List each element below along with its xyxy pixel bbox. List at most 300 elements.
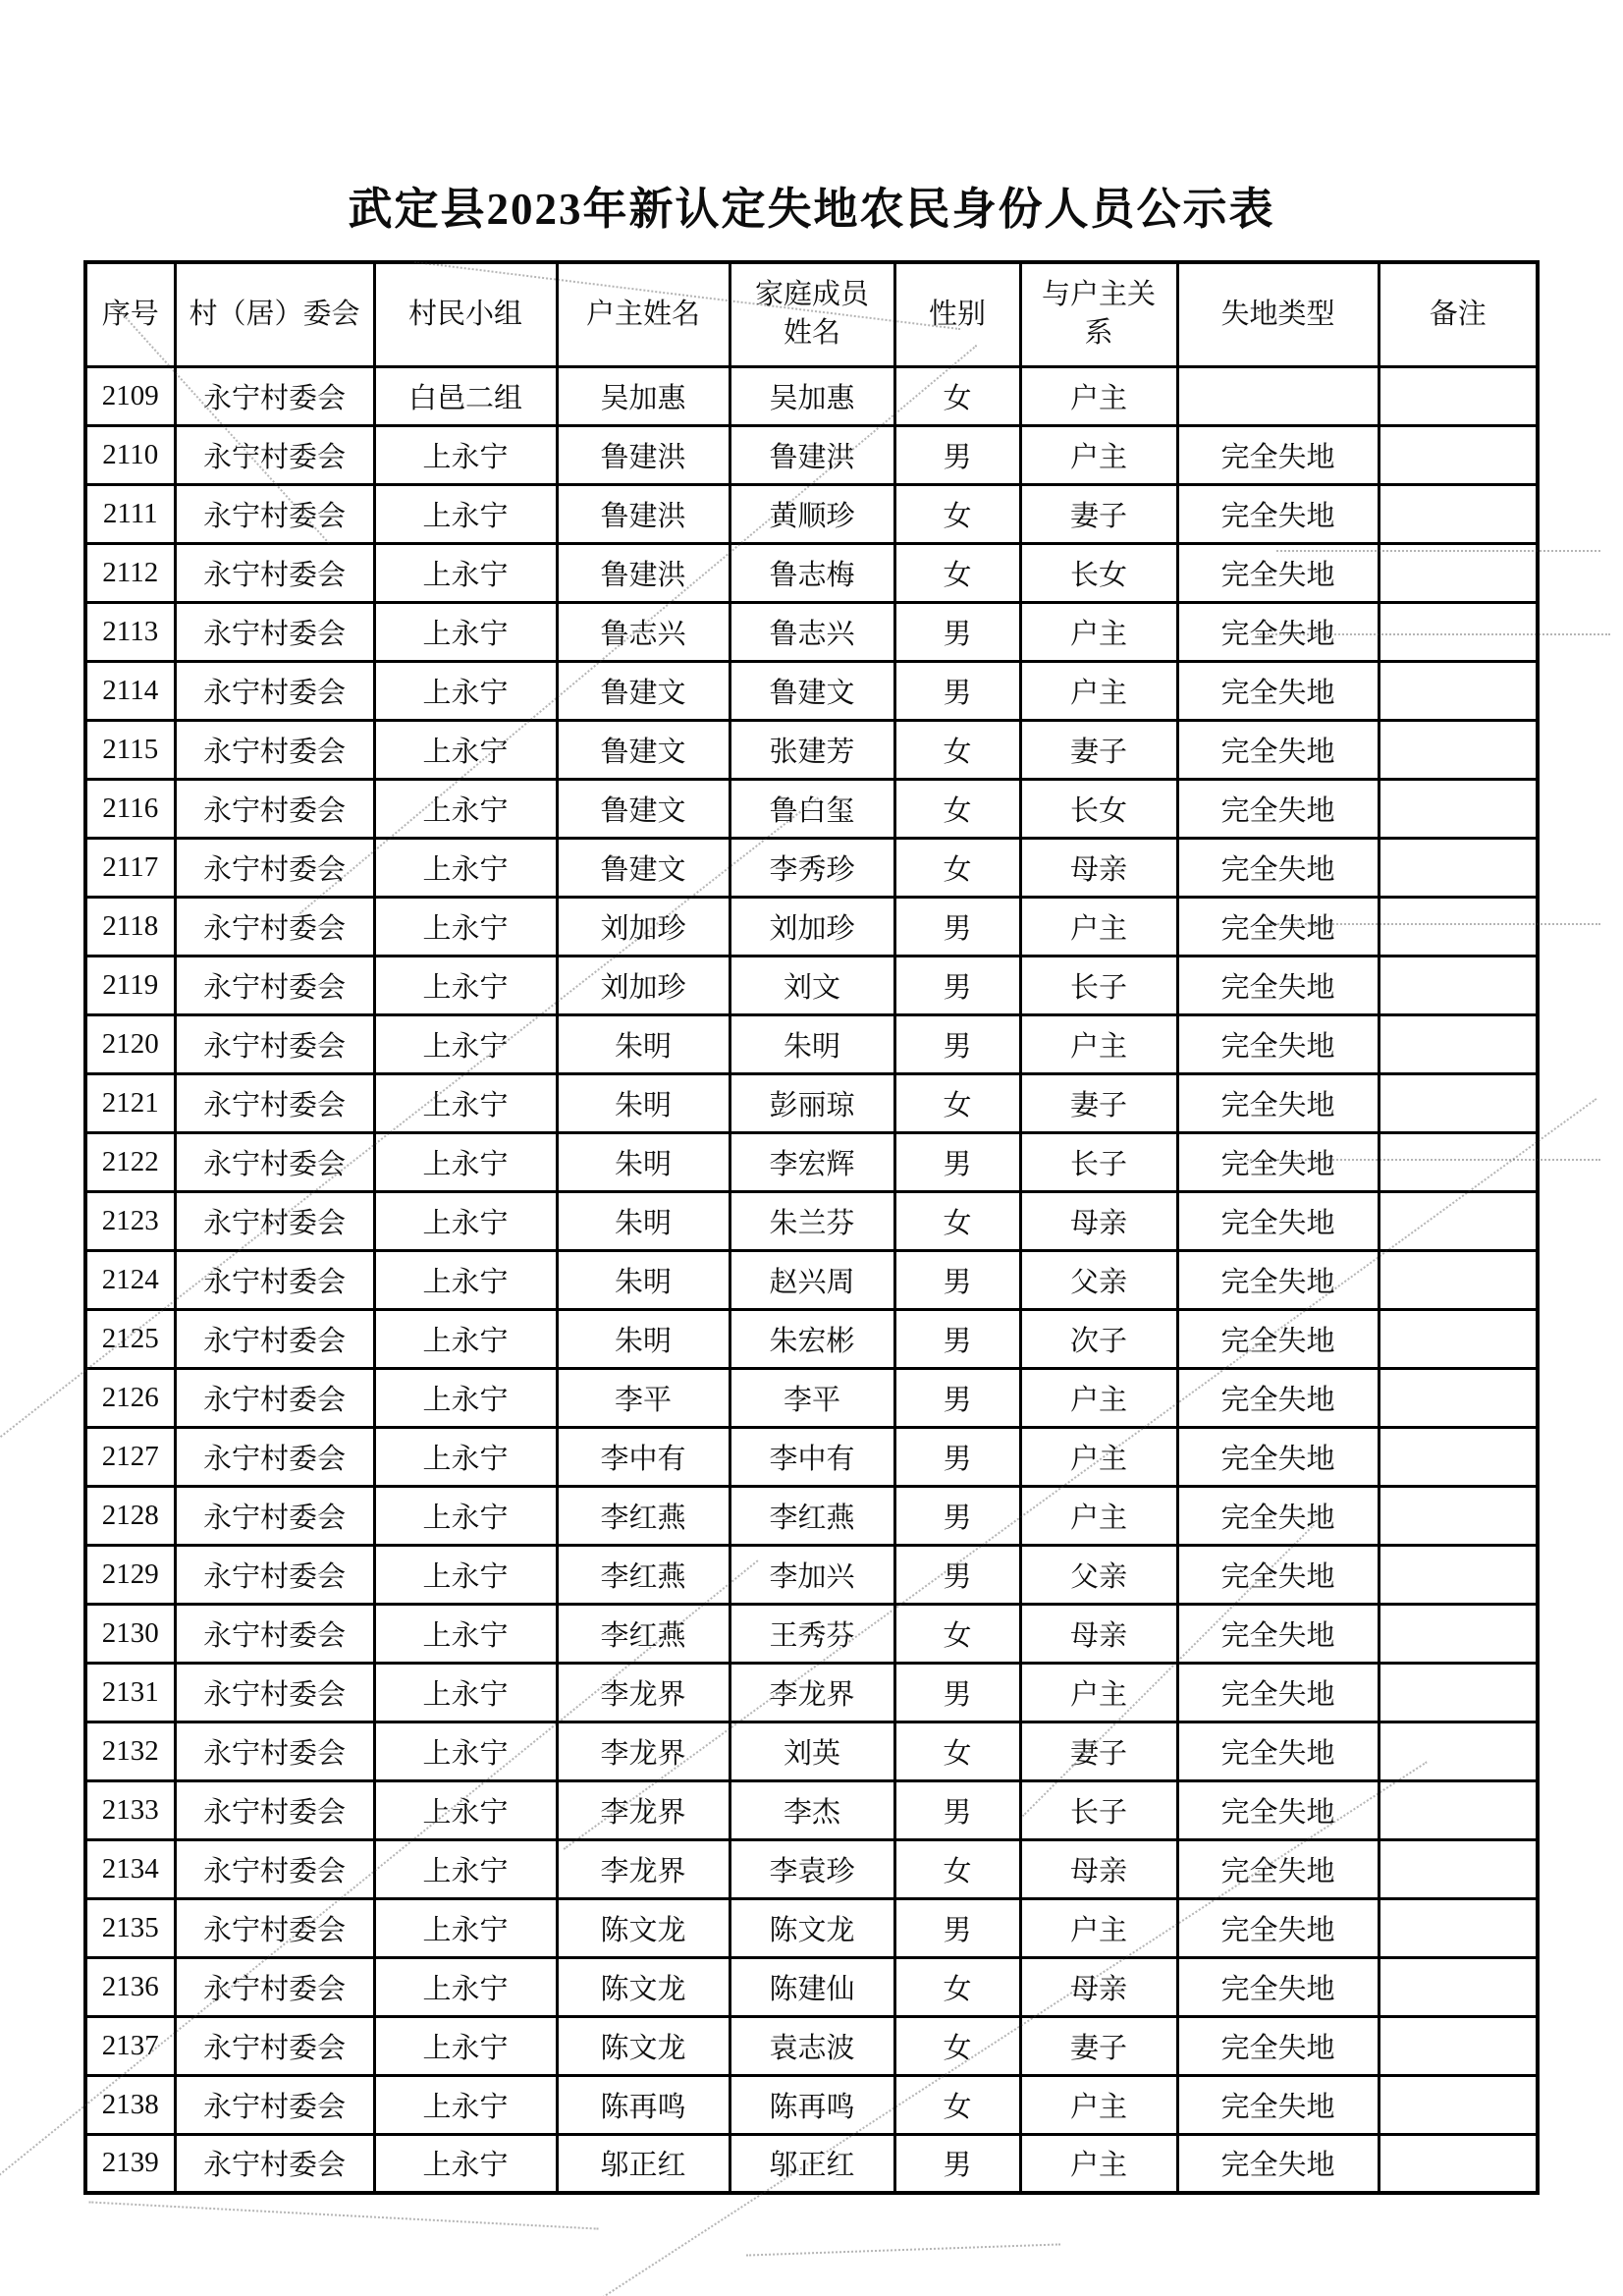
- table-cell: 李加兴: [730, 1545, 894, 1604]
- table-cell: 上永宁: [374, 1191, 557, 1250]
- table-cell: 2130: [85, 1604, 175, 1663]
- table-cell: 李中有: [557, 1427, 730, 1486]
- table-cell: 上永宁: [374, 425, 557, 484]
- table-cell: 鲁白玺: [730, 779, 894, 838]
- table-cell: 完全失地: [1177, 1545, 1379, 1604]
- table-cell: 上永宁: [374, 1663, 557, 1722]
- table-cell: 黄顺珍: [730, 484, 894, 543]
- table-cell: 永宁村委会: [175, 1368, 374, 1427]
- table-cell: 女: [894, 779, 1020, 838]
- table-cell: 完全失地: [1177, 1663, 1379, 1722]
- table-cell: 女: [894, 1722, 1020, 1780]
- table-cell: 女: [894, 1191, 1020, 1250]
- table-cell: [1379, 1957, 1538, 2016]
- table-cell: 赵兴周: [730, 1250, 894, 1309]
- table-row: [85, 1663, 1538, 1722]
- column-header-label: 性别: [928, 298, 986, 330]
- table-cell: 永宁村委会: [175, 1545, 374, 1604]
- table-cell: 完全失地: [1177, 1898, 1379, 1957]
- table-cell: 男: [894, 897, 1020, 956]
- table-cell: 朱明: [557, 1191, 730, 1250]
- table-cell: 完全失地: [1177, 1427, 1379, 1486]
- table-cell: 永宁村委会: [175, 1427, 374, 1486]
- table-cell: 户主: [1020, 1663, 1177, 1722]
- table-cell: 李平: [730, 1368, 894, 1427]
- table-cell: 2118: [85, 897, 175, 956]
- table-row: [85, 661, 1538, 720]
- table-cell: [1379, 602, 1538, 661]
- table-cell: [1379, 1780, 1538, 1839]
- table-row: [85, 2016, 1538, 2075]
- table-cell: 上永宁: [374, 1486, 557, 1545]
- table-cell: 陈文龙: [557, 2016, 730, 2075]
- table-cell: 完全失地: [1177, 1486, 1379, 1545]
- table-cell: 永宁村委会: [175, 1957, 374, 2016]
- table-cell: 吴加惠: [730, 366, 894, 425]
- table-cell: [1379, 1898, 1538, 1957]
- table-row: [85, 779, 1538, 838]
- table-row: [85, 602, 1538, 661]
- table-cell: [1379, 956, 1538, 1014]
- table-cell: 上永宁: [374, 1957, 557, 2016]
- table-cell: 朱明: [557, 1132, 730, 1191]
- table-cell: 完全失地: [1177, 1073, 1379, 1132]
- table-cell: 妻子: [1020, 2016, 1177, 2075]
- table-cell: 上永宁: [374, 1132, 557, 1191]
- table-cell: 2119: [85, 956, 175, 1014]
- table-cell: [1379, 720, 1538, 779]
- table-cell: 女: [894, 484, 1020, 543]
- table-cell: 上永宁: [374, 1368, 557, 1427]
- table-cell: 朱明: [557, 1250, 730, 1309]
- table-cell: 朱明: [557, 1014, 730, 1073]
- table-cell: 上永宁: [374, 1250, 557, 1309]
- table-row: [85, 720, 1538, 779]
- table-cell: 母亲: [1020, 1191, 1177, 1250]
- table-cell: 鲁建文: [557, 661, 730, 720]
- table-cell: [1379, 1073, 1538, 1132]
- table-cell: 朱兰芬: [730, 1191, 894, 1250]
- table-cell: 白邑二组: [374, 366, 557, 425]
- table-cell: 长子: [1020, 956, 1177, 1014]
- table-cell: 上永宁: [374, 1722, 557, 1780]
- table-cell: 永宁村委会: [175, 1839, 374, 1898]
- public-notice-table: [83, 260, 1540, 2195]
- table-cell: 完全失地: [1177, 1780, 1379, 1839]
- table-cell: 李红燕: [557, 1486, 730, 1545]
- table-header-row: [85, 262, 1538, 366]
- table-cell: 鲁建洪: [557, 543, 730, 602]
- column-header-label: 户主姓名: [585, 298, 700, 330]
- table-cell: 李龙界: [557, 1663, 730, 1722]
- table-cell: 2128: [85, 1486, 175, 1545]
- table-cell: 2120: [85, 1014, 175, 1073]
- table-cell: 鲁志兴: [730, 602, 894, 661]
- table-cell: 户主: [1020, 1014, 1177, 1073]
- table-cell: 李龙界: [557, 1839, 730, 1898]
- table-cell: 女: [894, 838, 1020, 897]
- table-cell: 女: [894, 2075, 1020, 2134]
- table-cell: 刘英: [730, 1722, 894, 1780]
- table-cell: [1379, 366, 1538, 425]
- table-cell: 男: [894, 602, 1020, 661]
- table-cell: 永宁村委会: [175, 602, 374, 661]
- table-cell: 永宁村委会: [175, 366, 374, 425]
- table-cell: 男: [894, 956, 1020, 1014]
- table-cell: 女: [894, 720, 1020, 779]
- table-cell: 2139: [85, 2134, 175, 2193]
- table-row: [85, 1309, 1538, 1368]
- table-cell: 鲁志梅: [730, 543, 894, 602]
- table-row: [85, 1780, 1538, 1839]
- table-cell: 永宁村委会: [175, 425, 374, 484]
- table-cell: [1379, 1486, 1538, 1545]
- table-cell: 鲁建洪: [557, 484, 730, 543]
- table-cell: 完全失地: [1177, 779, 1379, 838]
- table-cell: 完全失地: [1177, 838, 1379, 897]
- table-cell: 男: [894, 425, 1020, 484]
- table-cell: 户主: [1020, 366, 1177, 425]
- table-row: [85, 838, 1538, 897]
- table-cell: 2112: [85, 543, 175, 602]
- table-cell: 户主: [1020, 1486, 1177, 1545]
- table-row: [85, 1073, 1538, 1132]
- table-cell: 男: [894, 1486, 1020, 1545]
- table-cell: 母亲: [1020, 1604, 1177, 1663]
- table-cell: 户主: [1020, 897, 1177, 956]
- table-cell: 陈文龙: [730, 1898, 894, 1957]
- table-cell: 袁志波: [730, 2016, 894, 2075]
- table-cell: 陈文龙: [557, 1898, 730, 1957]
- table-cell: 2125: [85, 1309, 175, 1368]
- table-cell: 完全失地: [1177, 2075, 1379, 2134]
- table-cell: 永宁村委会: [175, 484, 374, 543]
- table-cell: 长女: [1020, 779, 1177, 838]
- table-cell: 完全失地: [1177, 1368, 1379, 1427]
- table-cell: 永宁村委会: [175, 1309, 374, 1368]
- table-cell: [1379, 1014, 1538, 1073]
- table-cell: 李中有: [730, 1427, 894, 1486]
- table-cell: 刘加珍: [557, 897, 730, 956]
- page-title: 武定县2023年新认定失地农民身份人员公示表: [348, 185, 1275, 234]
- table-cell: 上永宁: [374, 2075, 557, 2134]
- table-cell: 完全失地: [1177, 1250, 1379, 1309]
- table-cell: 户主: [1020, 2134, 1177, 2193]
- table-row: [85, 1486, 1538, 1545]
- column-header: [1020, 262, 1177, 366]
- table-cell: 永宁村委会: [175, 2016, 374, 2075]
- table-row: [85, 366, 1538, 425]
- table-cell: 2133: [85, 1780, 175, 1839]
- table-cell: 上永宁: [374, 1309, 557, 1368]
- table-cell: 鲁建文: [557, 838, 730, 897]
- table-cell: 2121: [85, 1073, 175, 1132]
- table-cell: 李龙界: [730, 1663, 894, 1722]
- table-row: [85, 1957, 1538, 2016]
- table-cell: [1379, 484, 1538, 543]
- table-cell: 王秀芬: [730, 1604, 894, 1663]
- table-cell: 李龙界: [557, 1780, 730, 1839]
- table-cell: 户主: [1020, 1898, 1177, 1957]
- table-cell: 张建芳: [730, 720, 894, 779]
- table-cell: 李红燕: [557, 1545, 730, 1604]
- table-cell: 完全失地: [1177, 543, 1379, 602]
- table-cell: [1379, 1604, 1538, 1663]
- table-cell: 男: [894, 1663, 1020, 1722]
- table-cell: 母亲: [1020, 838, 1177, 897]
- table-cell: [1379, 661, 1538, 720]
- table-cell: 男: [894, 1545, 1020, 1604]
- column-header-label: 与户主关系: [1041, 279, 1156, 350]
- table-row: [85, 1427, 1538, 1486]
- table-cell: 男: [894, 1368, 1020, 1427]
- table-row: [85, 897, 1538, 956]
- table-cell: 永宁村委会: [175, 2134, 374, 2193]
- table-cell: 永宁村委会: [175, 1486, 374, 1545]
- table-cell: 李宏辉: [730, 1132, 894, 1191]
- table-cell: 2126: [85, 1368, 175, 1427]
- table-cell: 永宁村委会: [175, 1780, 374, 1839]
- table-cell: 2111: [85, 484, 175, 543]
- table-row: [85, 425, 1538, 484]
- table-cell: 永宁村委会: [175, 720, 374, 779]
- table-cell: 2122: [85, 1132, 175, 1191]
- table-cell: 上永宁: [374, 897, 557, 956]
- table-cell: 陈文龙: [557, 1957, 730, 2016]
- table-cell: 女: [894, 1073, 1020, 1132]
- table-cell: 永宁村委会: [175, 1132, 374, 1191]
- table-cell: 女: [894, 2016, 1020, 2075]
- table-cell: 男: [894, 1898, 1020, 1957]
- table-cell: 妻子: [1020, 484, 1177, 543]
- table-cell: 次子: [1020, 1309, 1177, 1368]
- table-row: [85, 1368, 1538, 1427]
- table-row: [85, 1132, 1538, 1191]
- table-cell: 户主: [1020, 425, 1177, 484]
- table-cell: 上永宁: [374, 602, 557, 661]
- table-cell: 完全失地: [1177, 602, 1379, 661]
- table-cell: 李袁珍: [730, 1839, 894, 1898]
- table-cell: 上永宁: [374, 1073, 557, 1132]
- table-cell: 朱明: [557, 1073, 730, 1132]
- table-cell: 邬正红: [730, 2134, 894, 2193]
- table-cell: [1177, 366, 1379, 425]
- table-cell: 男: [894, 2134, 1020, 2193]
- table-cell: 朱明: [730, 1014, 894, 1073]
- table-cell: 完全失地: [1177, 897, 1379, 956]
- table-cell: [1379, 897, 1538, 956]
- table-cell: 户主: [1020, 2075, 1177, 2134]
- table-cell: 鲁建洪: [730, 425, 894, 484]
- table-cell: [1379, 2075, 1538, 2134]
- table-cell: 长子: [1020, 1780, 1177, 1839]
- table-cell: 上永宁: [374, 1604, 557, 1663]
- table-cell: 2110: [85, 425, 175, 484]
- table-row: [85, 1014, 1538, 1073]
- table-cell: 完全失地: [1177, 661, 1379, 720]
- table-cell: 男: [894, 1427, 1020, 1486]
- column-header-label: 家庭成员姓名: [754, 279, 869, 350]
- table-cell: 李杰: [730, 1780, 894, 1839]
- table-cell: 陈建仙: [730, 1957, 894, 2016]
- table-cell: [1379, 1722, 1538, 1780]
- table-cell: 妻子: [1020, 1722, 1177, 1780]
- table-cell: 李红燕: [730, 1486, 894, 1545]
- table-cell: 永宁村委会: [175, 838, 374, 897]
- table-cell: 永宁村委会: [175, 1722, 374, 1780]
- table-cell: 2116: [85, 779, 175, 838]
- table-cell: 妻子: [1020, 720, 1177, 779]
- column-header-label: 村民小组: [407, 298, 522, 330]
- table-cell: 2115: [85, 720, 175, 779]
- table-cell: 女: [894, 1957, 1020, 2016]
- table-cell: 完全失地: [1177, 1191, 1379, 1250]
- table-cell: 李平: [557, 1368, 730, 1427]
- table-cell: 2114: [85, 661, 175, 720]
- table-cell: 朱宏彬: [730, 1309, 894, 1368]
- table-cell: 完全失地: [1177, 1309, 1379, 1368]
- column-header: [730, 262, 894, 366]
- table-cell: 父亲: [1020, 1545, 1177, 1604]
- table-row: [85, 1604, 1538, 1663]
- table-cell: 李红燕: [557, 1604, 730, 1663]
- table-cell: 永宁村委会: [175, 779, 374, 838]
- table-cell: [1379, 1368, 1538, 1427]
- table-cell: 2135: [85, 1898, 175, 1957]
- table-cell: 女: [894, 1604, 1020, 1663]
- table-cell: 2134: [85, 1839, 175, 1898]
- table-cell: 男: [894, 1132, 1020, 1191]
- table-cell: 母亲: [1020, 1839, 1177, 1898]
- table-row: [85, 1250, 1538, 1309]
- table-cell: 永宁村委会: [175, 1191, 374, 1250]
- table-cell: 完全失地: [1177, 425, 1379, 484]
- table-cell: 鲁建洪: [557, 425, 730, 484]
- table-cell: 永宁村委会: [175, 661, 374, 720]
- table-cell: 2132: [85, 1722, 175, 1780]
- table-cell: [1379, 1250, 1538, 1309]
- table-cell: 陈再鸣: [557, 2075, 730, 2134]
- column-header: [175, 262, 374, 366]
- table-cell: 上永宁: [374, 1427, 557, 1486]
- table-cell: [1379, 1132, 1538, 1191]
- table-cell: 母亲: [1020, 1957, 1177, 2016]
- scan-noise-line: [746, 2243, 1060, 2256]
- table-cell: 男: [894, 661, 1020, 720]
- table-cell: 鲁志兴: [557, 602, 730, 661]
- column-header-label: 失地类型: [1220, 298, 1335, 330]
- table-cell: 永宁村委会: [175, 543, 374, 602]
- column-header: [374, 262, 557, 366]
- table-cell: 男: [894, 1309, 1020, 1368]
- table-cell: 永宁村委会: [175, 2075, 374, 2134]
- table-cell: 完全失地: [1177, 720, 1379, 779]
- table-cell: 刘文: [730, 956, 894, 1014]
- table-cell: [1379, 1191, 1538, 1250]
- table-row: [85, 956, 1538, 1014]
- table-cell: [1379, 1545, 1538, 1604]
- table-cell: 男: [894, 1014, 1020, 1073]
- table-cell: 户主: [1020, 1427, 1177, 1486]
- table-cell: 完全失地: [1177, 484, 1379, 543]
- table-cell: [1379, 2134, 1538, 2193]
- table-row: [85, 2134, 1538, 2193]
- table-cell: 完全失地: [1177, 1014, 1379, 1073]
- table-cell: [1379, 779, 1538, 838]
- table-row: [85, 543, 1538, 602]
- table-cell: 永宁村委会: [175, 1663, 374, 1722]
- column-header: [1177, 262, 1379, 366]
- table-cell: [1379, 2016, 1538, 2075]
- table-cell: 父亲: [1020, 1250, 1177, 1309]
- column-header: [1379, 262, 1538, 366]
- column-header: [557, 262, 730, 366]
- table-row: [85, 1545, 1538, 1604]
- scan-noise-line: [88, 2201, 598, 2229]
- table-row: [85, 1839, 1538, 1898]
- table-cell: 永宁村委会: [175, 1250, 374, 1309]
- table-cell: 李龙界: [557, 1722, 730, 1780]
- table-cell: 上永宁: [374, 956, 557, 1014]
- table-cell: 上永宁: [374, 2016, 557, 2075]
- table-cell: 完全失地: [1177, 2134, 1379, 2193]
- column-header-label: 序号: [101, 298, 159, 330]
- table-cell: 上永宁: [374, 1780, 557, 1839]
- table-cell: 2117: [85, 838, 175, 897]
- table-cell: 刘加珍: [557, 956, 730, 1014]
- table-row: [85, 1722, 1538, 1780]
- table-cell: [1379, 1427, 1538, 1486]
- table-cell: 男: [894, 1250, 1020, 1309]
- table-cell: 2137: [85, 2016, 175, 2075]
- column-header-label: 备注: [1429, 298, 1487, 330]
- table-cell: 吴加惠: [557, 366, 730, 425]
- table-row: [85, 2075, 1538, 2134]
- table-cell: 2138: [85, 2075, 175, 2134]
- table-cell: 2124: [85, 1250, 175, 1309]
- table-cell: 完全失地: [1177, 1604, 1379, 1663]
- table-cell: 完全失地: [1177, 1722, 1379, 1780]
- table-cell: 妻子: [1020, 1073, 1177, 1132]
- table-row: [85, 1898, 1538, 1957]
- table-cell: 完全失地: [1177, 1957, 1379, 2016]
- table-cell: 长子: [1020, 1132, 1177, 1191]
- column-header-label: 村（居）委会: [189, 298, 360, 330]
- table-cell: 永宁村委会: [175, 1898, 374, 1957]
- table-cell: 永宁村委会: [175, 1604, 374, 1663]
- table-cell: [1379, 425, 1538, 484]
- table-cell: 女: [894, 1839, 1020, 1898]
- table-cell: 上永宁: [374, 543, 557, 602]
- table-cell: 2131: [85, 1663, 175, 1722]
- table-cell: 上永宁: [374, 661, 557, 720]
- table-cell: 刘加珍: [730, 897, 894, 956]
- table-cell: 上永宁: [374, 1839, 557, 1898]
- table-cell: 邬正红: [557, 2134, 730, 2193]
- table-cell: 女: [894, 543, 1020, 602]
- table-cell: 鲁建文: [730, 661, 894, 720]
- table-cell: 户主: [1020, 602, 1177, 661]
- table-cell: 完全失地: [1177, 2016, 1379, 2075]
- table-cell: 完全失地: [1177, 1839, 1379, 1898]
- table-cell: 上永宁: [374, 2134, 557, 2193]
- table-cell: 上永宁: [374, 1014, 557, 1073]
- table-cell: [1379, 1309, 1538, 1368]
- table-cell: 户主: [1020, 1368, 1177, 1427]
- table-cell: 完全失地: [1177, 1132, 1379, 1191]
- table-cell: 永宁村委会: [175, 956, 374, 1014]
- table-row: [85, 1191, 1538, 1250]
